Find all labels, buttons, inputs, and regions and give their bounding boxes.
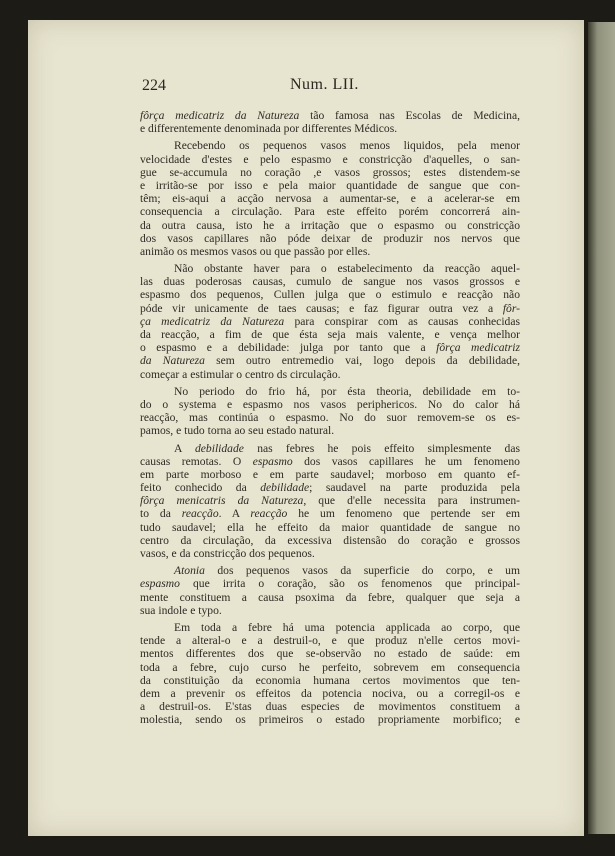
text-run: animão os mesmos vasos ou que passão por elles. [140, 244, 371, 258]
paragraph [140, 262, 520, 381]
paragraph [140, 564, 520, 617]
text-line [140, 315, 520, 328]
text-run: para conspirar com as causas conhecidas [284, 314, 520, 328]
italic-text: espasmo [252, 454, 293, 468]
italic-text: fôrça medicatriz [436, 341, 520, 355]
text-run: No periodo do frio há, por ésta theoria, debilidade em to- [174, 384, 520, 398]
italic-text: da Natureza [140, 354, 205, 368]
text-run: ; saudavel na parte produzida pela [309, 481, 520, 495]
text-run: A [174, 441, 195, 455]
text-run: las duas poderosas causas, cumulo de sangue nos vasos grossos e [140, 275, 520, 289]
paragraph [140, 109, 520, 135]
text-run: Em toda a febre há uma potencia applicada ao corpo, que [174, 620, 520, 634]
paragraph [140, 139, 520, 258]
text-run: e irritão-se por isso e pela maior quantidade de sangue que con- [140, 178, 520, 192]
text-line [140, 534, 520, 547]
body-text [140, 109, 520, 726]
italic-text: fôrça medicatriz da Natureza [140, 109, 300, 122]
text-run: tão famosa nas Escolas de Medicina, [299, 109, 520, 122]
text-line [140, 713, 520, 726]
text-run: o espasmo e a debilidade: julga por tanto que a [140, 341, 437, 355]
italic-text: fôrça menicatris da Natureza [140, 494, 304, 508]
text-run: mentos differentes dos que se-observão no estado de saúde: em [140, 647, 520, 661]
text-line [140, 219, 520, 232]
text-line [140, 604, 520, 617]
italic-text: reacção [181, 507, 219, 521]
text-line [140, 341, 520, 354]
text-line [140, 288, 520, 301]
text-line [140, 328, 520, 341]
text-run: reacção, mas continúa o espasmo. No do suor removem-se os es- [140, 411, 520, 425]
text-line [140, 139, 520, 152]
text-run: vasos, e da constricção dos pequenos. [140, 547, 315, 560]
text-line [140, 302, 520, 315]
text-run: póde vir unicamente de taes causas; e faz figurar outra vez a [140, 301, 503, 315]
text-line [140, 634, 520, 647]
text-line [140, 109, 520, 122]
text-line [140, 687, 520, 700]
text-line [140, 245, 520, 258]
text-line [140, 192, 520, 205]
text-line [140, 661, 520, 674]
text-run: Recebendo os pequenos vasos menos liquidos, pela menor [174, 139, 520, 153]
text-line [140, 153, 520, 166]
text-run: velocidade d'estes e pelo espasmo e constricção d'aquelles, o san- [140, 152, 520, 166]
text-run: dem a prevenir os effeitos da potencia nociva, ou a corregil-os e [140, 686, 520, 700]
text-run: a destruil-os. E'stas duas especies de movimentos constituem a [140, 700, 520, 714]
text-run: dos pequenos vasos da superficie do corpo, e um [204, 564, 520, 578]
text-run: sua indole e typo. [140, 603, 222, 617]
text-line [140, 411, 520, 424]
paragraph [140, 385, 520, 438]
text-run: pamos, e tudo torna ao seu estado natural. [140, 424, 335, 438]
text-run: toda a febre, cujo curso he perfeito, sobrevem em consequencia [140, 660, 520, 674]
text-line [140, 700, 520, 713]
text-line [140, 166, 520, 179]
text-line [140, 674, 520, 687]
text-run: Não obstante haver para o estabelecimento da reacção aquel- [174, 262, 520, 276]
text-line [140, 354, 520, 367]
text-run: que irrita o coração, são os fenomenos que principal- [179, 577, 520, 591]
text-line [140, 577, 520, 590]
italic-text: espasmo [140, 577, 180, 591]
text-run: gue se-accumula no coração ,e vasos grossos; estes distendem-se [140, 165, 520, 179]
text-run: sem outro entremedio vai, logo depois da debilidade, [204, 354, 520, 368]
text-line [140, 262, 520, 275]
page-header [142, 77, 522, 97]
text-run: dos vasos capillares he um fenomeno [292, 454, 520, 468]
text-line [140, 564, 520, 577]
italic-text: debilidade [194, 441, 244, 455]
text-run: em parte morboso e em parte saudavel; morboso em quanto ef- [140, 467, 520, 481]
text-line [140, 591, 520, 604]
text-line [140, 398, 520, 411]
text-run: tende a alteral-o e a destruil-o, e que produz n'elle certos movi- [140, 634, 520, 648]
text-line [140, 442, 520, 455]
text-line [140, 275, 520, 288]
text-run: dos vasos capillares não póde deixar de produzir nos nervos que [140, 231, 520, 245]
text-run: mente constituem a causa psoxima da febre, qualquer que seja a [140, 590, 520, 604]
text-run: têm; eis-aqui a acção nervosa a aumentar-se, e a acelerar-se em [140, 192, 520, 206]
text-run: , que d'elle necessita para instrumen- [303, 494, 520, 508]
text-run: do o systema e espasmo nos vasos periphericos. No do calor há [140, 397, 520, 411]
paragraph [140, 442, 520, 561]
text-line [140, 507, 520, 520]
text-run: e differentemente denominada por differentes Médicos. [140, 122, 398, 136]
text-line [140, 424, 520, 437]
text-run: molestia, sendo os primeiros o estado propriamente morbifico; e [140, 713, 520, 727]
text-run: nas febres he pois effeito simplesmente das [243, 441, 520, 455]
text-run: . A [218, 507, 251, 521]
text-run: centro da circulação, da excessiva distensão do coração e grossos [140, 533, 520, 547]
italic-text: fôr- [502, 301, 520, 315]
next-page-edge [588, 22, 615, 834]
text-run: to da [140, 507, 182, 521]
paragraph [140, 621, 520, 727]
page-number: 224 [142, 77, 166, 94]
italic-text: ça medicatriz da Natureza [140, 314, 285, 328]
text-line [140, 179, 520, 192]
text-run: feito conhecido da [140, 481, 261, 495]
text-line [140, 494, 520, 507]
text-line [140, 368, 520, 381]
text-run: causas remotas. O [140, 454, 253, 468]
text-run: he um fenomeno que pertende ser em [287, 507, 520, 521]
text-run: da outra causa, isto he a irritação que o espasmo ou constricção [140, 218, 520, 232]
text-run: tudo saudavel; ella he effeito da maior quantidade de sangue no [140, 520, 520, 534]
text-line [140, 232, 520, 245]
text-line [140, 481, 520, 494]
italic-text: debilidade [260, 481, 310, 495]
italic-text: Atonia [174, 564, 205, 578]
text-line [140, 455, 520, 468]
text-line [140, 205, 520, 218]
text-line [140, 621, 520, 634]
text-run: da reacção, a fim de que ésta seja mais valente, e vença melhor [140, 328, 520, 341]
text-line [140, 385, 520, 398]
text-run: espasmo dos pequenos, Cullen julga que o estimulo e reacção não [140, 288, 520, 302]
text-line [140, 547, 520, 560]
running-head: Num. LII. [290, 76, 359, 93]
text-run: consequencia a circulação. Para este effeito porém concorrerá ain- [140, 205, 520, 219]
italic-text: reacção [250, 507, 288, 521]
text-line [140, 647, 520, 660]
text-line [140, 521, 520, 534]
text-run: começar a estimular o centro ds circulação. [140, 367, 341, 381]
text-run: da constituição da economia humana certos movimentos que ten- [140, 673, 520, 687]
text-line [140, 468, 520, 481]
text-line [140, 122, 520, 135]
